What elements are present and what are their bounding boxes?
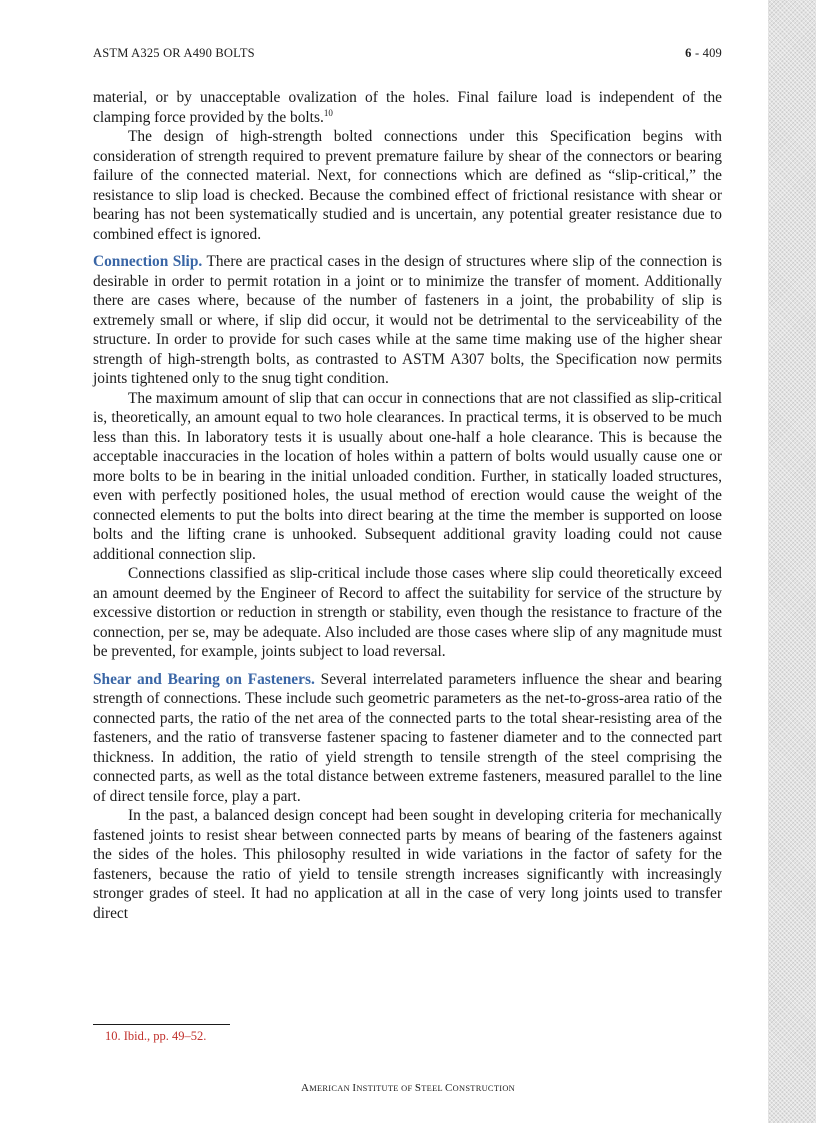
paragraph <box>93 564 722 662</box>
page-number: 409 <box>702 46 722 60</box>
footer-word: TEEL <box>421 1084 445 1093</box>
page-separator: - <box>691 46 703 60</box>
section-paragraph <box>93 670 722 807</box>
footnote-divider <box>93 1024 230 1025</box>
paragraph-text: Several interrelated parameters influence the shear and bearing strength of connections. These include such geometric parameters as the net-to-gross-area ratio of the connected parts, the ratio of the net area of the connected parts to the total shear-resisting area of the fasteners, and the ratio of transverse fastener spacing to fastener diameter and to the connected part thickness. In addition, the ratio of yield strength to tensile strength of the steel comprising the connected parts, as well as the total distance between extreme fasteners, measured parallel to the line of direct tensile force, play a part. <box>93 670 722 805</box>
running-footer <box>0 1082 816 1094</box>
paragraph <box>93 389 722 565</box>
running-header <box>93 46 722 61</box>
running-title: ASTM A325 OR A490 BOLTS <box>93 46 255 60</box>
paragraph-text: Connections classified as slip-critical include those cases where slip could theoretically exceed an amount deemed by the Engineer of Record to affect the suitability for service of the structure by excessive distortion or reduction in strength or stability, even though the resistance to fracture of the connection, per se, may be adequate. Also included are those cases where slip of any magnitude must be prevented, for example, joints subject to load reversal. <box>93 565 722 660</box>
paragraph-text: There are practical cases in the design of structures where slip of the connection is desirable in order to permit rotation in a joint or to minimize the transfer of moment. Additionally there are cases where, because of the number of fasteners in a joint, the probability of slip is extremely small or where, if slip did occur, it would not be detrimental to the serviceability of the structure. In order to provide for such cases while at the same time making use of the higher shear strength of high-strength bolts, as contrasted to ASTM A307 bolts, the Specification now permits joints tightened only to the snug tight condition. <box>93 253 722 387</box>
footer-initial: S <box>414 1082 422 1094</box>
footer-word: NSTITUTE OF <box>356 1084 415 1093</box>
section-paragraph <box>93 252 722 389</box>
page-number-label <box>685 46 722 61</box>
paragraph <box>93 806 722 923</box>
body-text <box>93 88 722 923</box>
footnote-ref[interactable]: 10 <box>323 107 333 118</box>
footer-word: MERICAN <box>309 1084 353 1093</box>
section-heading-shear-bearing: Shear and Bearing on Fasteners. <box>93 670 315 688</box>
footer-word: ONSTRUCTION <box>452 1084 516 1093</box>
section-heading-connection-slip: Connection Slip. <box>93 253 203 270</box>
footnote-10[interactable]: 10. Ibid., pp. 49–52. <box>105 1029 207 1043</box>
footer-initial: C <box>444 1082 453 1094</box>
paragraph-text: The design of high-strength bolted connections under this Specification begins with consideration of strength required to prevent premature failure by shear of the connectors or bearing failure of the connected material. Next, for connections which are defined as “slip-critical,” the resistance to slip load is checked. Because the combined effect of frictional resistance with shear or bearing has not been systematically studied and is uncertain, any potential greater resistance due to combined effect is ignored. <box>93 128 722 243</box>
paragraph-text: In the past, a balanced design concept had been sought in developing criteria for mechanically fastened joints to resist shear between connected parts by means of bearing of the fasteners against the sides of the holes. This philosophy resulted in wide variations in the factor of safety for the fasteners, because the ratio of yield to tensile strength increases significantly with increasingly stronger grades of steel. It had no application at all in the case of very long joints used to transfer direct <box>93 807 722 922</box>
footer-initial: A <box>300 1082 310 1094</box>
paragraph-text: The maximum amount of slip that can occur in connections that are not classified as slip-critical is, theoretically, an amount equal to two hole clearances. In practical terms, it is observed to be much less than this. In laboratory tests it is usually about one-half a hole clearance. This is because the acceptable inaccuracies in the location of holes within a pattern of bolts would usually cause one or more bolts to be in bearing in the initial unloaded condition. Further, in statically loaded structures, even with perfectly positioned holes, the usual method of erection would cause the weight of the connected elements to put the bolts into direct bearing at the time the member is supported on loose bolts and the lifting crane is unhooked. Subsequent additional gravity loading could not cause additional connection slip. <box>93 389 722 563</box>
paragraph-text: material, or by unacceptable ovalization of the holes. Final failure load is independent of the clamping force provided by the bolts. <box>93 89 722 126</box>
paragraph <box>93 88 722 127</box>
footer-initial: I <box>352 1082 357 1094</box>
page-margin-strip <box>768 0 816 1123</box>
paragraph <box>93 127 722 244</box>
chapter-number: 6 <box>685 46 692 60</box>
